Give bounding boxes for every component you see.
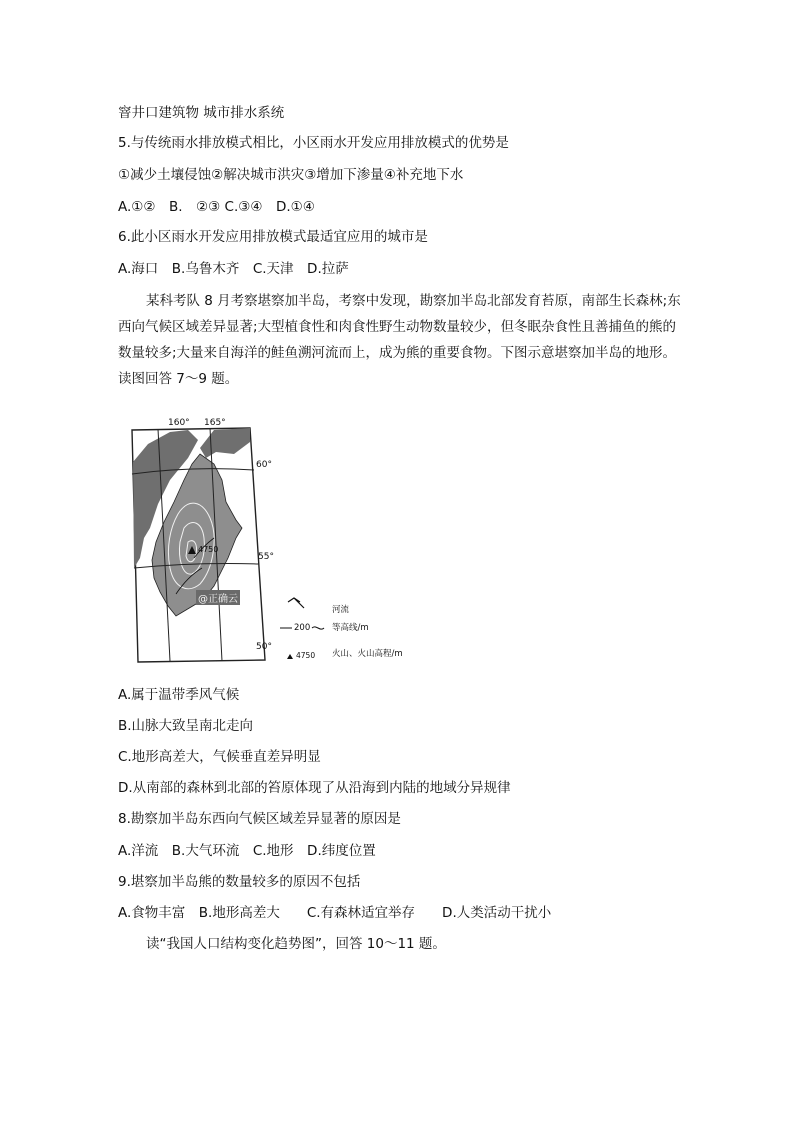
- next-section-intro: 读“我国人口结构变化趋势图”，回答 10～11 题。: [146, 936, 446, 952]
- question-8: 8.勘察加半岛东西向气候区域差异显著的原因是: [118, 811, 401, 827]
- question-5-options: ①减少土壤侵蚀②解决城市洪灾③增加下渗量④补充地下水: [118, 167, 464, 183]
- lon-160-label: 160°: [168, 418, 190, 428]
- legend-volcano-value: 4750: [296, 651, 316, 660]
- header-line: 窨井口建筑物 城市排水系统: [118, 105, 285, 121]
- question-5-choices: A.①② B. ②③ C.③④ D.①④: [118, 199, 315, 215]
- question-6-choices: A.海口 B.乌鲁木齐 C.天津 D.拉萨: [118, 261, 349, 277]
- lon-165-label: 165°: [204, 418, 226, 428]
- legend-volcano-label: 火山、火山高程/m: [332, 649, 403, 659]
- question-7-option-a: A.属于温带季风气候: [118, 687, 240, 703]
- legend-river-label: 河流: [332, 605, 350, 615]
- question-5: 5.与传统雨水排放模式相比，小区雨水开发应用排放模式的优势是: [118, 135, 509, 151]
- question-7-option-d: D.从南部的森林到北部的笞原体现了从沿海到内陆的地域分异规律: [118, 780, 511, 796]
- question-7-option-c: C.地形高差大，气候垂直差异明显: [118, 749, 321, 765]
- kamchatka-map: [118, 418, 438, 666]
- question-8-choices: A.洋流 B.大气环流 C.地形 D.纬度位置: [118, 843, 376, 859]
- lat-60-label: 60°: [256, 460, 272, 470]
- question-9: 9.堪察加半岛熊的数量较多的原因不包括: [118, 874, 361, 890]
- watermark: @正确云: [196, 590, 240, 605]
- question-9-choices: A.食物丰富 B.地形高差大 C.有森林适宜举存 D.人类活动干扰小: [118, 905, 552, 921]
- question-6: 6.此小区雨水开发应用排放模式最适宜应用的城市是: [118, 229, 428, 245]
- lat-55-label: 55°: [258, 552, 274, 562]
- legend-contour-value: 200: [294, 623, 311, 633]
- lat-50-label: 50°: [256, 642, 272, 652]
- legend-contour-label: 等高线/m: [332, 623, 369, 633]
- passage: 某科考队 8 月考察堪察加半岛，考察中发现，勘察加半岛北部发育苔原，南部生长森林;东西向气候区域差异显著;大型植食性和肉食性野生动物数量较少，但冬眠杂食性且善捕鱼的熊的数量较多;大量来自海洋的鲑鱼溯河流而上，成为熊的重要食物。下图示意堪察加半岛的地形。读图回答 7～9 题。: [118, 293, 681, 387]
- question-7-option-b: B.山脉大致呈南北走向: [118, 718, 254, 734]
- volcano-elevation-label: 4750: [198, 545, 219, 554]
